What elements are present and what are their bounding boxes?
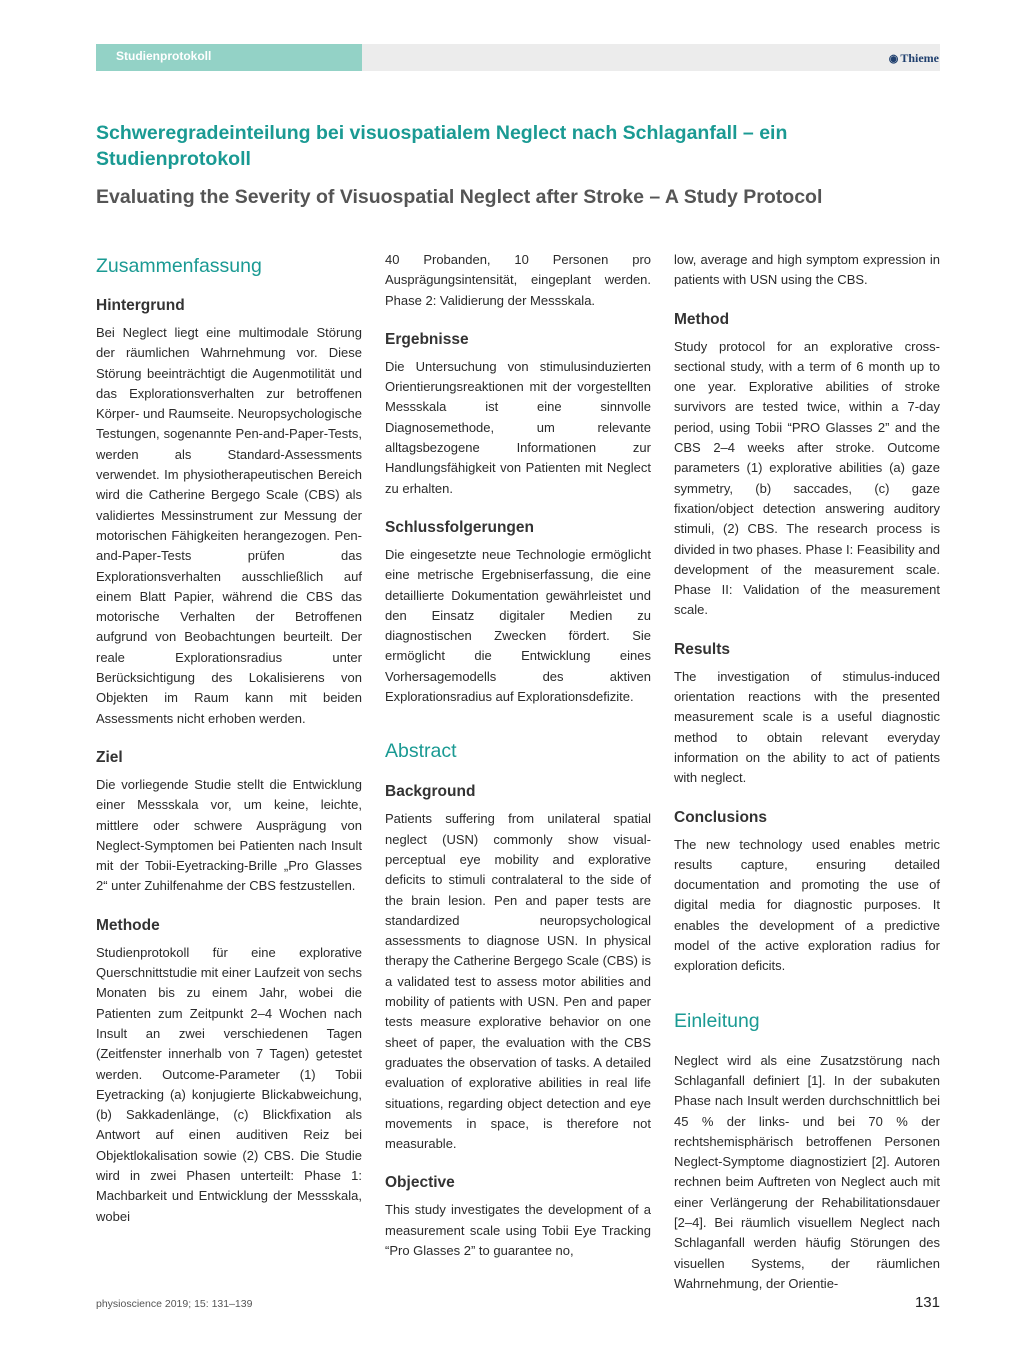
heading-abstract: Abstract bbox=[385, 740, 457, 763]
text-methode-part1: Studienprotokoll für eine explorative Querschnittstudie mit einer Laufzeit von sechs Monaten bis zu einem Jahr, wobei die Patienten zum Zeitpunkt 2–4 Wochen nach Insult an zwei verschiedenen Tagen (Zeitfenster innerhalb von 7 Tagen) getestet werden. Outcome-Parameter (1) Tobii Eyetracking (a) konjugierte Blickabweichung, (b) Sakkadenlänge, (c) Blickfixation als Antwort auf einen auditiven Reiz bei Objektlokalisation sowie (2) CBS. Die Studie wird in zwei Phasen unterteilt: Phase 1: Machbarkeit und Entwicklung der Messskala, wobei bbox=[96, 944, 362, 1224]
text-ergebnisse: Die Untersuchung von stimulusinduzierten Orientierungsreaktionen mit der vorgestellten Messskala ist eine sinnvolle Diagnosemethode, um relevante alltagsbezogene Informationen zur Handlungsfähigkeit von Patienten mit Neglect zu erhalten. bbox=[385, 358, 651, 496]
section-label: Studienprotokoll bbox=[96, 44, 362, 71]
column-1 bbox=[96, 250, 362, 1227]
text-method: Study protocol for an explorative cross-sectional study, with a term of 6 month up to one year. Explorative abilities of stroke survivors are tested twice, within a 7-day period, using Tobii “PRO Glasses 2” and the CBS 2–4 weeks after stroke. Outcome parameters (1) explorative abilities (a) gaze symmetry, (b) saccades, (c) gaze fixation/object detection answering auditory stimuli, (2) CBS. The research process is divided in two phases. Phase I: Feasibility and development of the measurement scale. Phase II: Validation of the measurement scale. bbox=[674, 338, 940, 618]
column-3 bbox=[674, 250, 940, 1294]
heading-zusammenfassung: Zusammenfassung bbox=[96, 255, 262, 277]
heading-einleitung: Einleitung bbox=[674, 1009, 760, 1032]
column-2 bbox=[385, 250, 651, 1261]
text-methode-part2: 40 Probanden, 10 Personen pro Ausprägungsintensität, eingeplant werden. Phase 2: Validierung der Messskala. bbox=[385, 252, 651, 308]
heading-conclusions: Conclusions bbox=[674, 808, 768, 826]
heading-methode: Methode bbox=[96, 916, 160, 934]
text-objective-part2: low, average and high symptom expression in patients with USN using the CBS. bbox=[674, 252, 940, 288]
heading-ergebnisse: Ergebnisse bbox=[385, 330, 469, 348]
publisher-name: Thieme bbox=[900, 51, 939, 65]
title-english: Evaluating the Severity of Visuospatial Neglect after Stroke – A Study Protocol bbox=[96, 186, 823, 208]
heading-objective: Objective bbox=[385, 1174, 455, 1192]
text-hintergrund: Bei Neglect liegt eine multimodale Störung der räumlichen Wahrnehmung vor. Diese Störung beeinträchtigt die Augenmotilität und das Explorationsverhalten zur betroffenen Körper- und Raumseite. Neuropsychologische Testungen, sogenannte Pen-and-Paper-Tests, werden als Standard-Assessments verwendet. Im physiotherapeutischen Bereich wird die Catherine Bergego Scale (CBS) als validiertes Messinstrument zur Messung der motorischen Fähigkeiten herangezogen. Pen-and-Paper-Tests prüfen das Explorationsverhalten ausschließlich auf einem Blatt Papier, während die CBS das motorische Verhalten der Betroffenen aufgrund von Beobachtungen beurteilt. Der reale Explorationsradius unter Berücksichtigung des Lokalisierens von Objekten im Raum kann mit beiden Assessments nicht erhoben werden. bbox=[96, 325, 362, 726]
heading-method: Method bbox=[674, 310, 730, 328]
heading-background: Background bbox=[385, 783, 476, 801]
heading-ziel: Ziel bbox=[96, 748, 123, 766]
thieme-logo-icon: ◉ bbox=[888, 53, 899, 65]
text-background: Patients suffering from unilateral spatial neglect (USN) commonly show visual-perceptual eye mobility and explorative deficits to stimuli contralateral to the side of the brain lesion. Pen and paper tests are standardized neuropsychological assessments to diagnose USN. In physical therapy the Catherine Bergego Scale (CBS) is a validated test to assess motor abilities and mobility of patients with USN. Pen and paper tests measure explorative behavior on one sheet of paper, the evaluation with the CBS graduates the observation of tasks. A detailed evaluation of explorative abilities in real life situations, regarding object detection and eye movements in space, is therefore not measurable. bbox=[385, 811, 651, 1152]
footer-citation: physioscience 2019; 15: 131–139 bbox=[96, 1298, 253, 1310]
heading-results: Results bbox=[674, 640, 730, 658]
heading-hintergrund: Hintergrund bbox=[96, 297, 185, 314]
text-schlussfolgerungen: Die eingesetzte neue Technologie ermöglicht eine metrische Ergebniserfassung, die eine detaillierte Dokumentation gewährleistet und den Einsatz digitaler Medien zu diagnostischen Zwecken fördert. Sie ermöglicht die Entwicklung eines Vorhersagemodells des aktiven Explorationsradius auf Explorationsdefizite. bbox=[385, 546, 651, 705]
text-objective-part1: This study investigates the development of a measurement scale using Tobii Eye Tracking “Pro Glasses 2” to guarantee no, bbox=[385, 1202, 651, 1258]
text-einleitung: Neglect wird als eine Zusatzstörung nach Schlaganfall definiert [1]. In der subakuten Phase nach Insult werden durchschnittlich bei 45 % der links- und bei 70 % der rechtshemisphärisch betroffenen Personen Neglect-Symptome diagnostiziert [2]. Autoren rechnen beim Auftreten von Neglect auch mit einer Verlängerung der Rehabilitationsdauer [2–4]. Bei räumlich visuellem Neglect nach Schlaganfall werden häufig Störungen des visuellen Systems, der räumlichen Wahrnehmung, der Orientie- bbox=[674, 1052, 940, 1291]
text-conclusions: The new technology used enables metric results capture, ensuring detailed documentation and promoting the use of digital media for diagnostic purposes. It enables the development of a predictive model of the active exploration radius for exploration deficits. bbox=[674, 836, 940, 974]
text-results: The investigation of stimulus-induced orientation reactions with the presented measurement scale is a useful diagnostic method to obtain relevant everyday information on the ability to act of patients with neglect. bbox=[674, 668, 940, 786]
publisher-logo bbox=[889, 44, 939, 71]
text-ziel: Die vorliegende Studie stellt die Entwicklung einer Messskala vor, um keine, leichte, mittlere oder schwere Ausprägung von Neglect-Symptomen bei Patienten nach Insult mit der Tobii-Eyetracking-Brille „Pro Glasses 2“ unter Zuhilfenahme der CBS festzustellen. bbox=[96, 776, 362, 894]
page-number: 131 bbox=[914, 1294, 940, 1311]
title-german: Schweregradeinteilung bei visuospatialem Neglect nach Schlaganfall – ein Studienprotokoll bbox=[96, 122, 788, 170]
heading-schlussfolgerungen: Schlussfolgerungen bbox=[385, 518, 534, 536]
